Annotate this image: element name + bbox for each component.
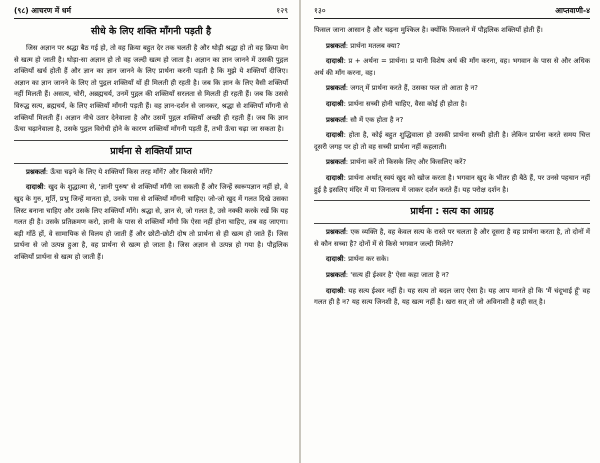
dialogue-text: : प्र + अर्थना = प्रार्थना। प्र यानी विशेष अर्थ की माँग करना, वह। भगवान के पास से और अधिक अर्थ की माँग करना, वह। xyxy=(314,57,590,77)
left-page-number: १२९ xyxy=(276,6,288,15)
dialogue-line xyxy=(314,41,590,53)
speaker-label: प्रश्नकर्ता xyxy=(326,158,346,167)
dialogue-text: : सौ में एक होता है न? xyxy=(345,115,404,124)
dialogue-line xyxy=(314,56,590,79)
speaker-label: दादाश्री xyxy=(326,286,344,295)
dialogue-line xyxy=(314,83,590,95)
dialogue-text: : खुद के शुद्धात्मा से, 'ज्ञानी पुरुष' से शक्तियाँ माँगी जा सकती हैं और जिन्हें स्वरूपज्ञान नहीं हो, वे खुद के गुरु, मूर्ति, प्रभु जिन्हें मानता हो, उनके पास से शक्तियाँ माँगनी चाहिए। जो-जो खुद में गलत दिखे उसका लिस्ट बनाना चाहिए और उसके लिए शक्तियाँ माँगे। श्रद्धा से, ज्ञान से, जो गलत है, उसे नक्की करके रखें कि यह गलत ही है। उसके प्रतिक्रमण करो, ज्ञानी के पास से शक्तियाँ माँगो कि ऐसा नहीं होना चाहिए, तब वह जाएगा। बड़ी गाँठें हों, वे सामायिक से विलय हो जाती हैं और छोटी-छोटी दोष तो प्रार्थना से ही खत्म हो जाते हैं। जिस प्रार्थना से जो उत्पन्न हुआ है, वह प्रार्थना से खत्म हो जाता है। जिस अज्ञान से उत्पन्न हो गया है। पौद्गलिक शक्तियाँ प्रार्थना से खत्म हो जाती हैं। xyxy=(14,183,288,261)
right-running-head xyxy=(314,6,590,19)
dialogue-text: : यह सत्य ईश्वर नहीं है। यह सत्य तो बदल जाए ऐसा है। यह आप मानते हो कि 'मैं चंदूभाई हूँ' वह गलत ही है न? यह सत्य जिनशी है, यह खत्म नहीं है। खरा सत् तो जो अविनाशी है वही सत् है। xyxy=(314,286,590,307)
speaker-label: दादाश्री xyxy=(326,131,344,140)
speaker-label: दादाश्री xyxy=(26,183,44,192)
section-divider-bottom xyxy=(314,223,590,224)
right-page-number: १३० xyxy=(314,6,326,15)
speaker-label: दादाश्री xyxy=(326,255,344,264)
dialogue-text: : 'सत्य ही ईश्वर है' ऐसा कहा जाता है न? xyxy=(345,270,450,279)
dialogue-question xyxy=(14,167,288,179)
dialogue-line xyxy=(314,286,590,309)
dialogue-text: : एक व्यक्ति है, वह केवल सत्य के रास्ते पर चलता है और दूसरा है वह प्रार्थना करता है, तो दोनों में से कौन सच्चा है? दोनों में से किसे भगवान जल्दी मिलेंगे? xyxy=(314,228,590,248)
speaker-label: दादाश्री xyxy=(326,57,344,66)
opening-paragraph: फिसल जाना आसान है और चढ़ना मुश्किल है। क्योंकि फिसलने में पौद्गलिक शक्तियाँ होती हैं। xyxy=(314,26,543,34)
dialogue-line xyxy=(314,99,590,111)
dialogue-line xyxy=(314,130,590,153)
speaker-label: प्रश्नकर्ता xyxy=(326,41,346,50)
dialogue-line xyxy=(314,173,590,196)
speaker-label: दादाश्री xyxy=(326,99,344,108)
left-page xyxy=(0,0,298,463)
speaker-label: प्रश्नकर्ता xyxy=(326,115,346,124)
dialogue-line xyxy=(314,115,590,127)
dialogue-text: : प्रार्थना अर्थात् स्वयं खुद को खोज करता है। भगवान खुद के भीतर ही बैठे हैं, पर उनसे पहचान नहीं हुई है इसलिए मंदिर में या जिनालय में जाकर दर्शन करते हैं। यह परोक्ष दर्शन है। xyxy=(314,173,590,194)
dialogue-text: : होता है, कोई बहुत शुद्धिवाला हो उसकी प्रार्थना सच्ची होती है। लेकिन प्रार्थना करते समय चित्त दूसरी जगह पर हो तो वह सच्ची प्रार्थना नहीं कहलाती। xyxy=(314,131,590,151)
dialogue-line xyxy=(314,270,590,282)
right-page xyxy=(302,0,600,463)
dialogue-line xyxy=(314,157,590,169)
left-running-head xyxy=(14,6,288,19)
dialogue-text: : प्रार्थना कर सके। xyxy=(343,255,389,264)
section-title-truth: प्रार्थना : सत्य का आग्रह xyxy=(410,206,494,218)
book-spine xyxy=(299,0,301,463)
dialogue-text: : प्रार्थना सच्ची होनी चाहिए, वैसा कोई ही होता है। xyxy=(343,99,467,108)
section-title-strength: सीधे के लिए शक्ति माँगनी पड़ती है xyxy=(90,26,212,37)
speaker-label: प्रश्नकर्ता xyxy=(326,270,346,279)
section-paragraph: जिस अज्ञान पर श्रद्धा बैठ गई हो, तो वह क्रिया बहुत देर तक चलती है और थोड़ी श्रद्धा हो तो वह क्रिया वेग से खत्म हो जाती है। थोड़ा-सा अज्ञान हो तो वह जल्दी खत्म हो जाता है। अज्ञान का ज्ञान जानने में उसकी पुद्गल शक्तियाँ खर्च होती हैं और ज्ञान का ज्ञान जानने के लिए प्रार्थना करनी पड़ती है कि मुझे ये शक्तियाँ दीजिए। अज्ञान का ज्ञान जानने के लिए तो पुद्गल शक्तियाँ यों ही मिलती ही रहती है। जब कि ज्ञान के लिए वैसी शक्तियाँ नहीं मिलती हैं। असत्य, चोरी, अब्रह्मचर्य, उनमें पुद्गल की शक्तियाँ सरलता से मिलती ही रहती हैं। जब कि उससे विरुद्ध सत्य, ब्रह्मचर्य, के लिए शक्तियाँ माँगनी पड़ती हैं। वह ज्ञान-दर्शन से जानकर, श्रद्धा से शक्तियाँ माँगनी से शक्तियाँ मिलती हैं। अज्ञान नीचे उतार देनेवाला है और उसमें पुद्गल शक्तियाँ अच्छी ही रहती हैं। जब कि ज्ञान ऊँचा चढ़ानेवाला है, उसके पुद्गल विरोधी होने के कारण शक्तियाँ माँगनी पड़ती हैं, तभी ऊँचा चढ़ा जा सकता है। xyxy=(14,44,288,134)
speaker-label: प्रश्नकर्ता xyxy=(26,167,46,176)
dialogue-block-2 xyxy=(314,227,590,309)
right-running-head-title: आप्तवाणी-४ xyxy=(555,6,590,15)
dialogue-text: : प्रार्थना मतलब क्या? xyxy=(345,41,401,50)
dialogue-line xyxy=(314,227,590,250)
dialogue-block-1 xyxy=(314,41,590,197)
section-divider-top xyxy=(314,200,590,201)
dialogue-line xyxy=(314,254,590,266)
speaker-label: प्रश्नकर्ता xyxy=(326,84,346,93)
dialogue-answer xyxy=(14,182,288,263)
dialogue-text: : जगत् में प्रार्थना करते हैं, उसका फल तो आता है न? xyxy=(345,84,478,93)
speaker-label: दादाश्री xyxy=(326,173,344,182)
section-title-prayer-strength: प्रार्थना से शक्तियाँ प्राप्त xyxy=(110,145,192,157)
dialogue-text: : प्रार्थना करें तो किसके लिए और किसलिए करें? xyxy=(345,158,467,167)
left-running-head-title: (९८) आचरण में धर्म xyxy=(14,6,71,15)
speaker-label: प्रश्नकर्ता xyxy=(326,228,346,237)
section-divider-bottom xyxy=(14,163,288,164)
section-divider-top xyxy=(14,140,288,141)
dialogue-text: : ऊँचा चढ़ने के लिए ये शक्तियाँ किस तरह माँगें? और किससे माँगें? xyxy=(45,167,213,176)
